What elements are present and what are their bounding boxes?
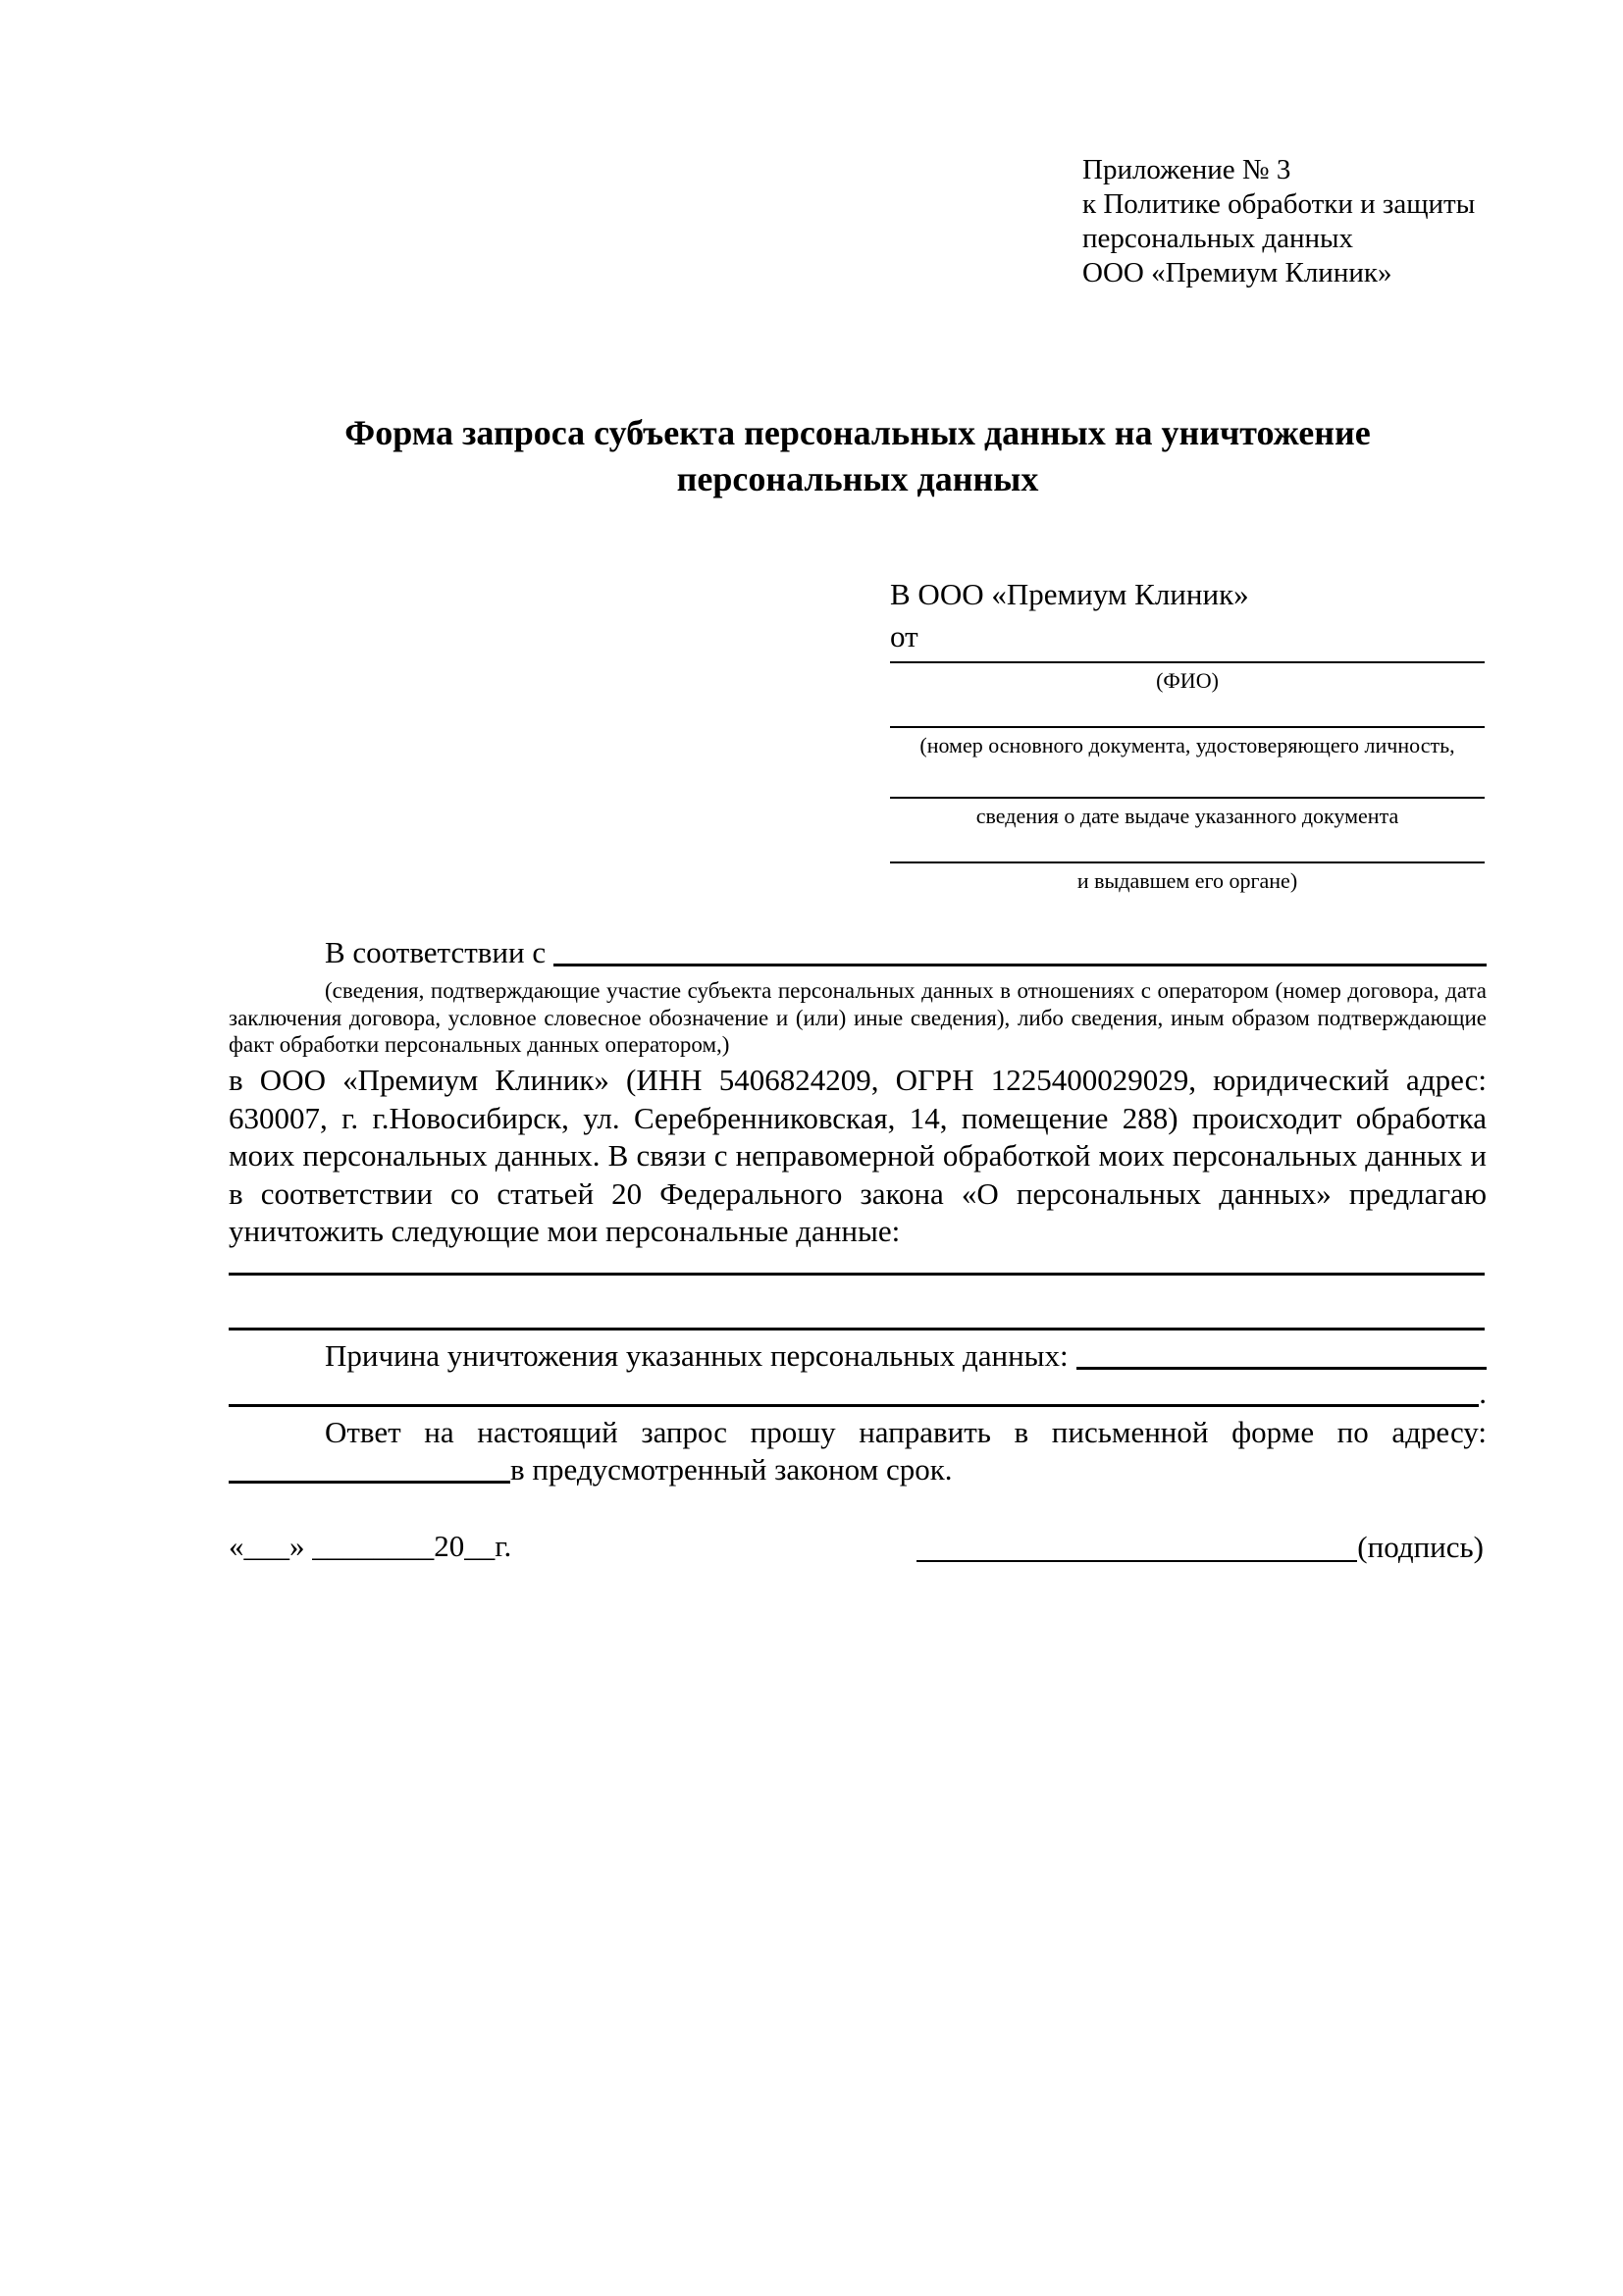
personal-data-blank-line <box>229 1273 1485 1276</box>
document-title <box>229 410 1487 502</box>
annex-line: персональных данных <box>1082 223 1354 254</box>
reason-label: Причина уничтожения указанных персональных данных: <box>325 1338 1069 1373</box>
address-blank-line <box>229 1481 510 1484</box>
date-placeholder: «___» ________20__г. <box>229 1529 512 1563</box>
response-sentence: Ответ на настоящий запрос прошу направить в письменной форме по адресу: <box>325 1415 1487 1449</box>
main-paragraph: в ООО «Премиум Клиник» (ИНН 5406824209, ОГРН 1225400029029, юридический адрес: 630007, г. г.Новосибирск, ул. Серебренниковская, 14, помещение 288) происходит обработка моих персональных данных. В связи с неправомерной обработкой моих персональных данных и в соответствии со статьей 20 Федерального закона «О персональных данных» предлагаю уничтожить следующие мои персональные данные: <box>229 1063 1487 1248</box>
response-sentence-suffix: в предусмотренный законом срок. <box>510 1452 953 1487</box>
document-issue-date-caption: сведения о дате выдаче указанного документа <box>975 804 1399 828</box>
accordance-blank-line <box>553 964 1487 966</box>
signature-blank-line <box>916 1560 1357 1562</box>
fio-caption: (ФИО) <box>1156 668 1219 693</box>
document-issue-date-blank-line <box>890 797 1485 799</box>
response-address-row <box>229 1451 1487 1488</box>
document-title-line: Форма запроса субъекта персональных данных на уничтожение <box>344 413 1371 452</box>
reason-row <box>229 1337 1487 1375</box>
signature-row <box>916 1529 1484 1566</box>
reason-continuation-row <box>229 1375 1487 1412</box>
addressee-to: В ООО «Премиум Клиник» <box>890 577 1249 611</box>
annex-line: к Политике обработки и защиты <box>1082 188 1476 220</box>
period-text: . <box>1479 1376 1487 1410</box>
document-title-line: персональных данных <box>676 459 1039 498</box>
document-issuer-caption: и выдавшем его органе) <box>1076 868 1298 893</box>
document-number-blank-line <box>890 726 1485 728</box>
accordance-row <box>229 934 1487 971</box>
annex-reference-block <box>1082 153 1475 290</box>
personal-data-blank-line <box>229 1328 1485 1331</box>
reason-blank-line <box>1076 1367 1487 1370</box>
fio-blank-line <box>890 661 1485 663</box>
signature-caption: (подпись) <box>1357 1530 1484 1564</box>
accordance-note: (сведения, подтверждающие участие субъекта персональных данных в отношениях с оператором (номер договора, дата заключения договора, условное словесное обозначение и (или) иные сведения), либо сведения, иным образом подтверждающие факт обработки персональных данных оператором,) <box>229 978 1487 1057</box>
document-number-caption: (номер основного документа, удостоверяющего личность, <box>919 733 1455 757</box>
addressee-from-label: от <box>890 619 918 653</box>
annex-line: ООО «Премиум Клиник» <box>1082 257 1392 288</box>
annex-line: Приложение № 3 <box>1082 154 1291 185</box>
accordance-label: В соответствии с <box>325 935 547 969</box>
document-issuer-blank-line <box>890 861 1485 863</box>
reason-blank-line-2 <box>229 1404 1479 1407</box>
